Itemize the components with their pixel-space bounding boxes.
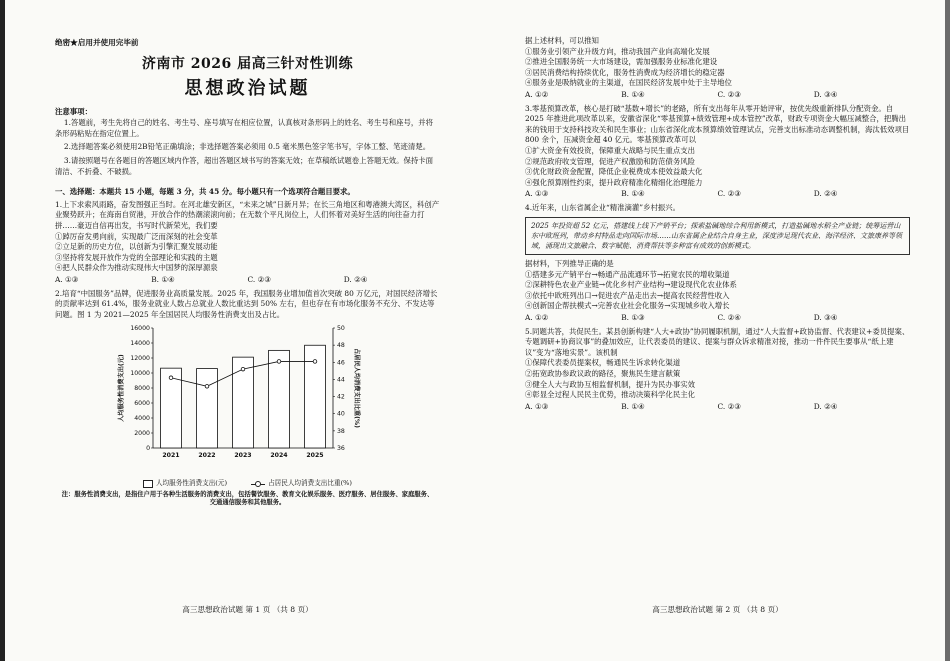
q4-option-3: ③依托中欧班列出口→促进农产品走出去→提高农民经营性收入 bbox=[525, 290, 730, 300]
share-point bbox=[205, 385, 209, 389]
q2-option-1: ①服务业引领产业升级方向，推动我国产业向高端化发展 bbox=[525, 46, 710, 56]
q2-lead: 据上述材料，可以推知 bbox=[525, 36, 599, 45]
q4-option-2: ②深耕特色农业产业链→优化乡村产业结构→建设现代化农业体系 bbox=[525, 280, 737, 290]
q1-option-4: ④把人民群众作为推动实现伟大中国梦的深厚源泉 bbox=[55, 263, 218, 273]
q3-option-2: ②规范政府收支管理，促进产权激励和防范债务风险 bbox=[525, 156, 695, 166]
left-page bbox=[55, 36, 440, 508]
q1-option-3: ③坚持将发展开放作为党的全部理论和实践的主题 bbox=[55, 252, 218, 262]
y-right-tick-label: 46 bbox=[337, 359, 345, 367]
q1-choice-b: B. ①④ bbox=[151, 274, 175, 284]
secret-label: 绝密★启用并使用完毕前 bbox=[55, 38, 139, 47]
q1-option-2: ②立足新的历史方位，以创新为引擎汇聚发展动能 bbox=[55, 242, 218, 252]
legend-line-label: 占居民人均消费支出比重(%) bbox=[268, 479, 353, 488]
y-left-tick-label: 6000 bbox=[134, 400, 150, 408]
bar bbox=[197, 369, 218, 448]
q5-choice-b: B. ①④ bbox=[621, 401, 645, 411]
q3-option-1: ①扩大资金有效投资，保障重大战略与民生重点支出 bbox=[525, 145, 695, 155]
legend-bar-item bbox=[143, 478, 227, 489]
q3-choice-a: A. ①③ bbox=[525, 189, 549, 199]
y-left-tick-label: 14000 bbox=[130, 340, 150, 348]
note-1: 1.答题前，考生先将自己的姓名、考生号、座号填写在相应位置，认真核对条形码上的姓名、考生号和座号，并将条形码粘贴在指定位置上。 bbox=[55, 118, 434, 138]
notes-heading: 注意事项： bbox=[55, 106, 92, 116]
share-point bbox=[313, 360, 317, 364]
q3-choice-d: D. ②④ bbox=[813, 189, 838, 199]
y-right-axis-label: 占居民人均消费支出比重(%) bbox=[353, 348, 360, 429]
q5-option-1: ①保障代表委员提案权，畅通民生诉求转化渠道 bbox=[525, 358, 681, 368]
x-tick-label: 2023 bbox=[234, 452, 252, 460]
q2-option-4: ④服务业是吸纳就业的主渠道，在国民经济发展中处于主导地位 bbox=[525, 78, 732, 88]
q4-option-1: ①搭建多元产销平台→畅通产品流通环节→拓宽农民的增收渠道 bbox=[525, 269, 730, 279]
consumption-chart bbox=[95, 322, 415, 478]
note-2: 2.选择题答案必须使用2B铅笔正确填涂；非选择题答案必须用 0.5 毫米黑色签字笔书写，字体工整、笔迹清楚。 bbox=[63, 142, 431, 152]
q4-material-box: 2025 年投资超 52 亿元，搭建线上线下产销平台；探索盐碱地综合利用新模式，打造盐碱地水稻全产业链；统筹运营山东中欧班列，带动乡村特品走向国际市场……山东省属企业结合自身主业，深度涉足现代农业、海洋经济、文旅康养等领域，涌现出文旅融合、数字赋能、消费帮扶等多种富有成效的创新模式。 bbox=[525, 217, 910, 256]
q1-stem: 1.上下求索风雨路，奋发图强正当时。在河北雄安新区，“未来之城”日新月异；在长三角地区和粤港澳大湾区，科创产业聚势跃升；在海南自贸港，开放合作的热潮滚滚向前；在无数个平凡岗位上，人们怀着对美好生活的向往奋力打拼……豪迈自信再出发，书写时代新荣光，我们要 bbox=[55, 199, 440, 230]
y-left-tick-label: 2000 bbox=[134, 430, 150, 438]
q4-stem: 4.近年来，山东省属企业“精准滴灌”乡村振兴。 bbox=[525, 202, 681, 212]
q4-choice-c: C. ②④ bbox=[717, 313, 741, 323]
q5-option-4: ④彰显全过程人民民主优势，推动决策科学化民主化 bbox=[525, 390, 695, 400]
bar bbox=[269, 351, 290, 449]
y-right-tick-label: 48 bbox=[337, 342, 345, 350]
q1-option-1: ①踔厉奋发勇向前，实现最广泛而深刻的社会变革 bbox=[55, 231, 218, 241]
y-left-tick-label: 10000 bbox=[130, 370, 150, 378]
chart-svg bbox=[95, 322, 415, 462]
q5-choice-c: C. ②③ bbox=[717, 401, 741, 411]
page-footer-2: 高三思想政治试题 第 2 页 （共 8 页） bbox=[652, 605, 783, 614]
y-right-tick-label: 50 bbox=[337, 325, 345, 333]
q3-stem: 3.零基预算改革，核心是打破“基数+增长”的老路，所有支出每年从零开始评审，按优先级重新排队分配资金。自 2025 年推进此项改革以来，安徽省深化“零基预算+绩效管理+成本管控”改革，财政专项资金大幅压减整合，把腾出来的钱用于支持科技攻关和民生事业；山东省深化成本预算绩效管理试点，完善支出标准动态调整机制，海汰低效项目 800 余个，压减资金超 40 亿元。零基预算改革可以 bbox=[525, 103, 910, 145]
q5-option-3: ③健全人大与政协互相监督机制，提升为民办事实效 bbox=[525, 379, 695, 389]
x-tick-label: 2025 bbox=[306, 452, 324, 460]
share-point bbox=[169, 376, 173, 380]
page-footer-1: 高三思想政治试题 第 1 页 （共 8 页） bbox=[182, 605, 313, 614]
q4-lead: 据材料，下列推导正确的是 bbox=[525, 259, 614, 269]
x-tick-label: 2021 bbox=[162, 452, 180, 460]
x-tick-label: 2024 bbox=[270, 452, 288, 460]
q4-choice-d: D. ③④ bbox=[813, 313, 838, 323]
y-left-tick-label: 8000 bbox=[134, 385, 150, 393]
y-left-tick-label: 12000 bbox=[130, 355, 150, 363]
y-right-tick-label: 40 bbox=[337, 410, 345, 418]
q5-stem: 5.同题共答，共促民生。某县创新构建“人大+政协”协同履职机制，通过“人大监督+政协监督、代表建议+委员提案、专题调研+协商议事”的叠加效应，让代表委员的建议、提案与群众诉求精准对接，推动一件件民生要事从“纸上建议”变为“落地实景”。该机制 bbox=[525, 326, 910, 357]
y-left-tick-label: 0 bbox=[146, 445, 150, 453]
right-page bbox=[525, 36, 910, 415]
x-tick-label: 2022 bbox=[198, 452, 216, 460]
y-left-tick-label: 4000 bbox=[134, 415, 150, 423]
share-point bbox=[241, 368, 245, 372]
subject-title: 思想政治试题 bbox=[184, 77, 311, 99]
q2-choice-c: C. ②③ bbox=[717, 89, 741, 99]
q5-choice-d: D. ②④ bbox=[813, 401, 838, 411]
q3-option-4: ④强化预算刚性约束，提升政府精准化精细化治理能力 bbox=[525, 177, 703, 187]
q3-choice-c: C. ②③ bbox=[717, 189, 741, 199]
legend-line-swatch bbox=[251, 481, 265, 487]
q5-option-2: ②拓宽政协参政议政的路径，聚焦民生建言献策 bbox=[525, 369, 681, 379]
q2-stem: 2.培育“中国服务”品牌，促进服务业高质量发展。2025 年，我国服务业增加值首次突破 80 万亿元，对国民经济增长的贡献率达到 61.4%，服务业就业人数占总就业人数比重达到 50% 左右，但也存在有市场化服务不充分、不发达等问题。图 1 为 2021—2025 年全国居民人均服务性消费支出及占比。 bbox=[55, 288, 438, 319]
q2-choice-a: A. ①② bbox=[525, 89, 549, 99]
q3-choices bbox=[525, 189, 910, 200]
section-heading: 一、选择题：本题共 15 小题，每题 3 分，共 45 分。每小题只有一个选项符合题目要求。 bbox=[55, 187, 355, 197]
legend-line-item bbox=[251, 478, 352, 489]
q5-choice-a: A. ①③ bbox=[525, 401, 549, 411]
y-right-tick-label: 44 bbox=[337, 376, 345, 384]
legend-bar-label: 人均服务性消费支出(元) bbox=[155, 479, 228, 488]
q2-choice-b: B. ①④ bbox=[621, 89, 645, 99]
q4-choice-a: A. ①② bbox=[525, 313, 549, 323]
q2-option-3: ③居民消费结构持续优化，服务性消费成为经济增长的稳定器 bbox=[525, 67, 725, 77]
q4-option-4: ④创新国企帮扶模式→完善农业社会化服务→实现城乡收入增长 bbox=[525, 301, 730, 311]
legend-bar-swatch bbox=[143, 480, 153, 488]
chart-legend bbox=[55, 478, 440, 489]
exam-title: 济南市 2026 届高三针对性训练 bbox=[141, 55, 354, 72]
q2-option-2: ②推进全国服务统一大市场建设，需加强服务业标准化建设 bbox=[525, 57, 718, 67]
q2-choice-d: D. ③④ bbox=[813, 89, 838, 99]
chart-note: 注：服务性消费支出，是指住户用于各种生活服务的消费支出，包括餐饮服务、教育文化娱乐服务、医疗服务、居住服务、家庭服务、交通通信服务和其他服务。 bbox=[61, 490, 434, 507]
q4-choices bbox=[525, 313, 910, 324]
q5-choices bbox=[525, 402, 910, 413]
y-left-axis-label: 人均服务性消费支出(元) bbox=[118, 354, 125, 423]
q2-choices bbox=[525, 90, 910, 101]
y-right-tick-label: 42 bbox=[337, 393, 345, 401]
q4-choice-b: B. ①③ bbox=[621, 313, 645, 323]
q1-choice-d: D. ②④ bbox=[343, 274, 368, 284]
y-left-tick-label: 16000 bbox=[130, 325, 150, 333]
q1-choice-c: C. ②③ bbox=[247, 274, 271, 284]
y-right-tick-label: 36 bbox=[337, 445, 345, 453]
q1-choice-a: A. ①③ bbox=[55, 274, 79, 284]
bar bbox=[161, 368, 182, 448]
q3-choice-b: B. ①④ bbox=[621, 189, 645, 199]
note-3: 3.请按照题号在各题目的答题区域内作答，超出答题区域书写的答案无效；在草稿纸试题卷上答题无效。保持卡面清洁、不折叠、不破损。 bbox=[55, 155, 434, 176]
share-point bbox=[277, 360, 281, 364]
q3-option-3: ③优化财政资金配置，降低企业税费成本使效益最大化 bbox=[525, 167, 703, 177]
q1-choices bbox=[55, 275, 440, 286]
y-right-tick-label: 38 bbox=[337, 428, 345, 436]
